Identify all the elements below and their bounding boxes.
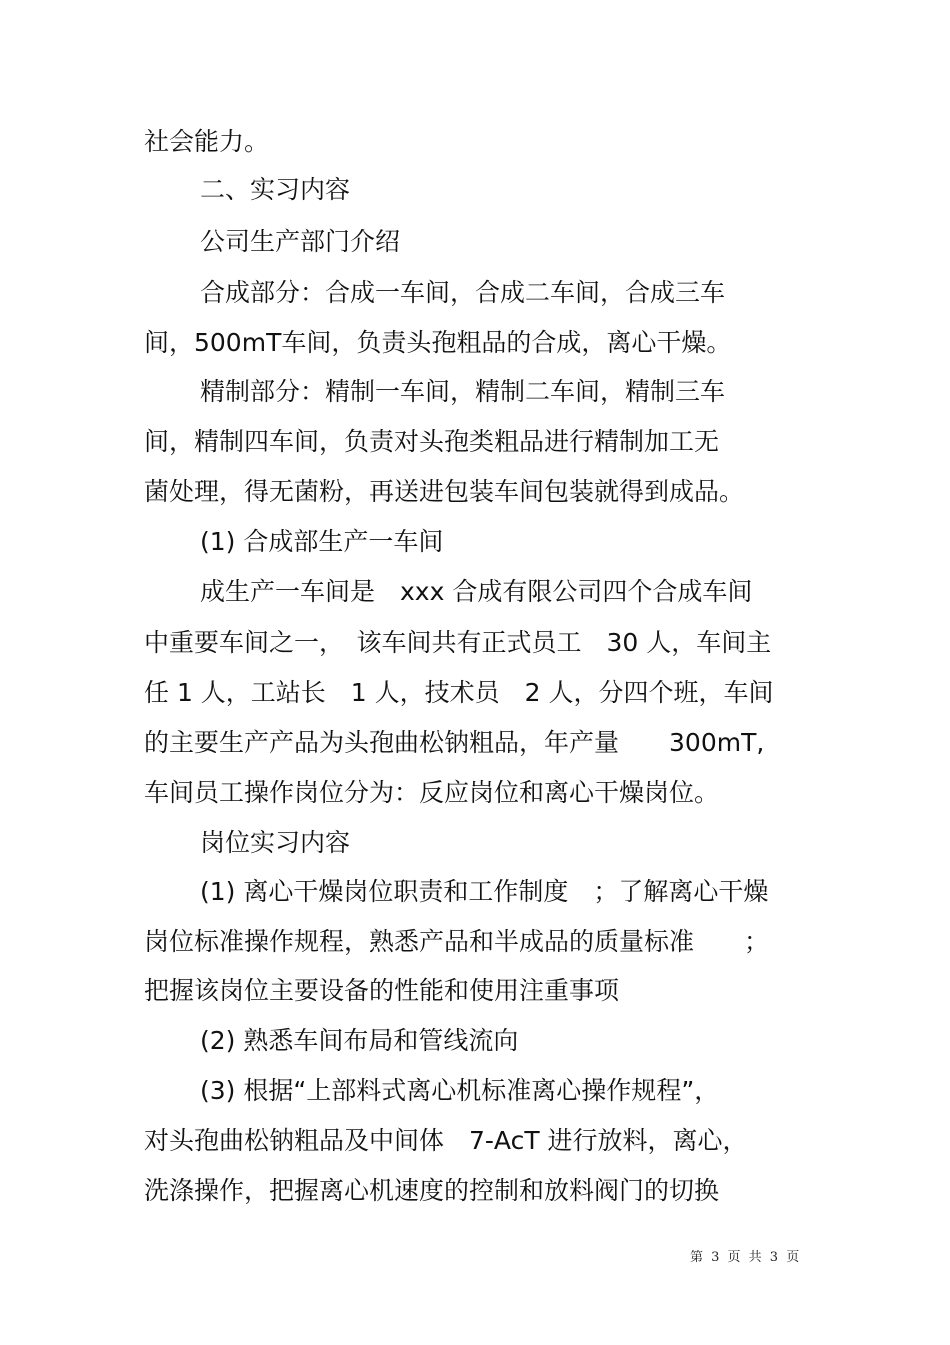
- subsection-heading: 公司生产部门介绍: [200, 227, 401, 256]
- page-number-footer: 第 3 页 共 3 页: [690, 1250, 802, 1265]
- paragraph-line: 间，精制四车间，负责对头孢类粗品进行精制加工无: [144, 427, 720, 456]
- subsection-heading: (1) 合成部生产一车间: [200, 527, 444, 556]
- paragraph-line: 中重要车间之一， 该车间共有正式员工 30 人，车间主: [144, 628, 772, 657]
- paragraph-line: 成生产一车间是 xxx 合成有限公司四个合成车间: [200, 577, 753, 606]
- subsection-heading: 岗位实习内容: [200, 828, 351, 857]
- paragraph-line: 任 1 人，工站长 1 人，技术员 2 人，分四个班，车间: [144, 678, 774, 707]
- paragraph-line: 对头孢曲松钠粗品及中间体 7-AcT 进行放料，离心，: [144, 1126, 748, 1155]
- paragraph-line: 车间员工操作岗位分为：反应岗位和离心干燥岗位。: [144, 778, 720, 807]
- paragraph-line: (1) 离心干燥岗位职责和工作制度 ；了解离心干燥: [200, 877, 769, 906]
- paragraph-line: 间，500mT车间，负责头孢粗品的合成，离心干燥。: [144, 328, 732, 357]
- paragraph-line: 洗涤操作，把握离心机速度的控制和放料阀门的切换: [144, 1176, 720, 1205]
- paragraph-line: 合成部分：合成一车间，合成二车间，合成三车: [200, 278, 726, 307]
- paragraph-line: 岗位标准操作规程，熟悉产品和半成品的质量标准 ；: [144, 927, 770, 956]
- paragraph-line: 精制部分：精制一车间，精制二车间，精制三车: [200, 377, 726, 406]
- paragraph-line: 社会能力。: [144, 127, 270, 156]
- paragraph-line: 菌处理，得无菌粉，再送进包装车间包装就得到成品。: [144, 477, 745, 506]
- paragraph-line: (2) 熟悉车间布局和管线流向: [200, 1026, 519, 1055]
- section-heading: 二、实习内容: [200, 175, 351, 204]
- paragraph-line: 的主要生产产品为头孢曲松钠粗品，年产量 300mT,: [144, 728, 765, 757]
- paragraph-line: 把握该岗位主要设备的性能和使用注重事项: [144, 976, 620, 1005]
- paragraph-line: (3) 根据“上部料式离心机标准离心操作规程”，: [200, 1076, 720, 1105]
